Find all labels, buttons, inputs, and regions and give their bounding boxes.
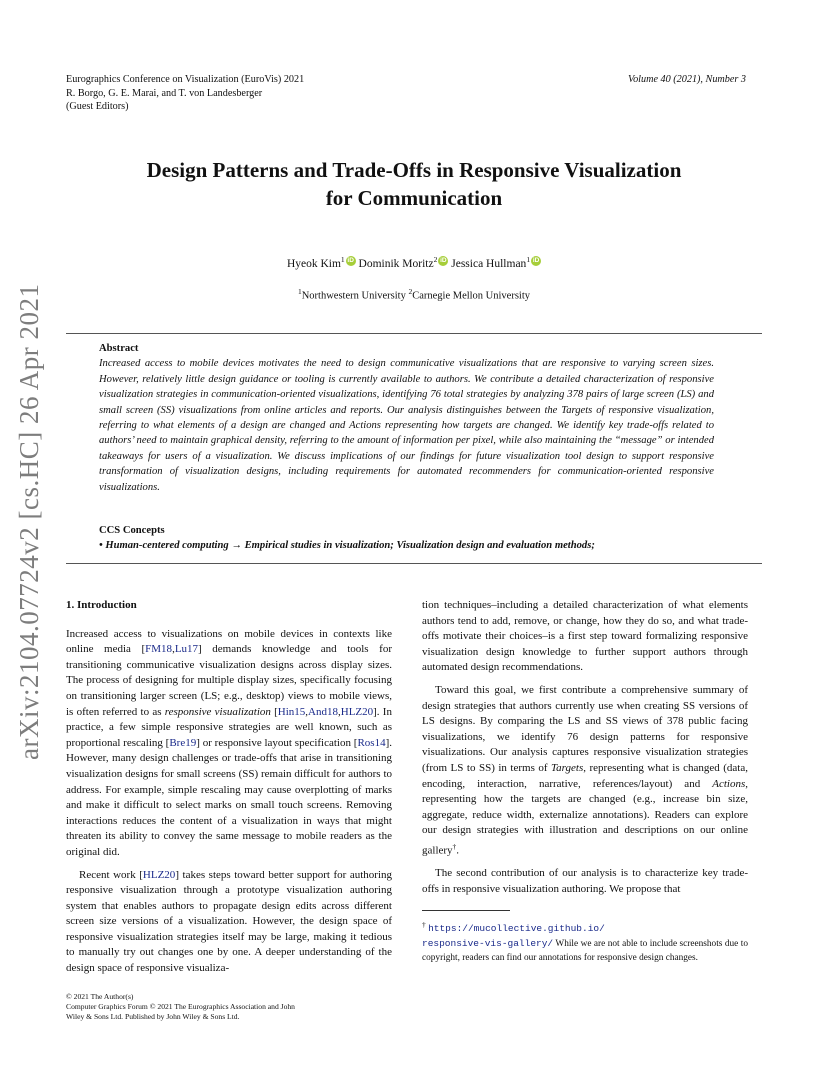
ccs-arrow: → — [231, 540, 242, 552]
affiliations — [66, 287, 762, 302]
footer-line: Wiley & Sons Ltd. Published by John Wiley & Sons Ltd. — [66, 1012, 240, 1021]
header-line: R. Borgo, G. E. Marai, and T. von Landesberger — [66, 87, 263, 99]
paper-title — [66, 156, 762, 212]
affil-sup: 1 — [297, 287, 302, 296]
paragraph: Increased access to visualizations on mobile devices in contexts like online media [FM18,Lu17] demands knowledge and tools for transitioning communicative visualization designs across display sizes. The process of designing for multiple display sizes, specifically focusing on transitioning larger screen (LS; e.g., desktop) views to mobile views, is often referred to as responsive visualization [Hin15,And18,HLZ20]. In practice, a few simple responsive strategies are well known, such as proportional rescaling [Bre19] or responsive layout specification [Ros14]. However, many design challenges or trade-offs that arise in transitioning visualization designs for small screens (SS) remain difficult for authors to address. For example, simple rescaling may cause overplotting of marks and make it difficult to select marks on small touch screens. Removing interactions reduces the content of a visualization in ways that might threaten its ability to convey the same message to mobile readers as the original did. — [66, 627, 392, 858]
divider — [66, 563, 762, 564]
paragraph: Toward this goal, we first contribute a comprehensive summary of design strategies that authors currently use when creating SS versions of LS designs. By comparing the LS and SS views of 378 public facing visualizations, we identify 76 design patterns for responsive visualizations. Our analysis captures responsive visualization strategies (from LS to SS) in terms of Targets, representing what is changed (data, encoding, interaction, narrative, references/layout) and Actions, representing how the targets are changed (e.g., increase bin size, aggregate, reduce width, externalize annotations). Readers can explore our design strategies with illustration and descriptions on our online gallery†. — [422, 683, 748, 857]
section-heading: 1. Introduction — [66, 599, 137, 611]
abstract-heading: Abstract — [99, 343, 139, 354]
ccs-heading: CCS Concepts — [99, 525, 165, 536]
gallery-link[interactable]: responsive-vis-gallery/ — [422, 937, 554, 949]
citation-link[interactable]: HLZ20 — [340, 705, 374, 718]
ccs-bullet: • — [99, 540, 103, 552]
ccs-term: Human-centered computing — [105, 540, 229, 552]
paragraph: tion techniques–including a detailed characterization of what elements authors tend to add, remove, or change, how they do so, and what trade-offs motivate their choices–is a first step toward formalizing responsive visualization design knowledge to further support authors through automated design recommendations. — [422, 599, 748, 674]
orcid-icon[interactable]: iD — [347, 257, 354, 264]
gallery-link[interactable]: https://mucollective.github.io/ — [428, 923, 605, 935]
orcid-icon[interactable]: iD — [532, 257, 540, 264]
citation-link[interactable]: Hin15 — [277, 705, 306, 718]
affil-name: Northwestern University — [301, 290, 406, 302]
citation-link[interactable]: Ros14 — [357, 736, 386, 749]
author-affil-sup: 1 — [526, 255, 531, 264]
footnote-mark: † — [422, 920, 426, 929]
footer-line: © 2021 The Author(s) — [66, 992, 134, 1001]
header-line: (Guest Editors) — [66, 101, 129, 112]
citation-link[interactable]: Lu17 — [174, 643, 199, 656]
citation-link[interactable]: HLZ20 — [142, 868, 176, 881]
emphasis: Actions — [712, 777, 746, 790]
title-line: for Communication — [325, 186, 503, 210]
left-column — [66, 598, 392, 977]
running-header-right: Volume 40 (2021), Number 3 — [628, 74, 746, 85]
header-line: Eurographics Conference on Visualization (EuroVis) 2021 — [66, 74, 305, 85]
abstract-text: Increased access to mobile devices motivates the need to design communicative visualizations that are responsive to varying screen sizes. However, relatively little design guidance or tooling is currently available to authors. We contribute a detailed characterization of responsive visualization strategies in communication-oriented visualizations, identifying 76 total strategies by analyzing 378 pairs of large screen (LS) and small screen (SS) visualizations from online articles and reports. Our analysis distinguishes between the Targets of responsive visualization, referring to what elements of a design are changed and Actions representing how targets are changed. We identify key trade-offs related to authors’ need to maintain graphical density, referring to the amount of information per pixel, while also maintaining the “message” or intended takeaways for users of a visualization. We discuss implications of our findings for future visualization tool design to support responsive transformation of visualization designs, including requirements for automated recommenders for communication-oriented responsive visualizations. — [99, 358, 714, 493]
footnote — [422, 918, 748, 966]
author-affil-sup: 1 — [340, 255, 345, 264]
divider — [66, 333, 762, 334]
citation-link[interactable]: FM18 — [145, 643, 173, 656]
paragraph: The second contribution of our analysis is to characterize key trade-offs in responsive visualization authoring. We propose that — [422, 867, 748, 895]
footnote-ref[interactable]: † — [452, 841, 457, 851]
abstract — [99, 341, 714, 495]
ccs-concepts — [99, 523, 739, 554]
citation-link[interactable]: Bre19 — [169, 736, 197, 749]
footer-line: Computer Graphics Forum © 2021 The Eurographics Association and John — [66, 1002, 295, 1011]
affil-sup: 2 — [408, 287, 413, 296]
arxiv-stamp: arXiv:2104.07724v2 [cs.HC] 26 Apr 2021 — [14, 283, 44, 760]
citation-link[interactable]: And18 — [308, 705, 338, 718]
orcid-icon[interactable]: iD — [440, 257, 447, 264]
title-line: Design Patterns and Trade-Offs in Responsive Visualization — [146, 158, 682, 182]
emphasis: Targets — [551, 761, 584, 774]
emphasis: responsive visualization — [164, 705, 271, 718]
author-name[interactable]: Dominik Moritz — [358, 257, 434, 270]
footnote-rule — [422, 910, 510, 911]
paragraph: Recent work [HLZ20] takes steps toward better support for authoring responsive visualization through a prototype visualization authoring system that enables authors to propagate design edits across different screen size versions of a visualization. However, the design space of responsive visualization strategies itself may be large, making it tedious to manually try out changes one by one. A deeper understanding of the design space of responsive visualiza- — [66, 868, 392, 975]
footnote-text: While we are not able to include screenshots due to copyright, readers can find our annotations for responsive design changes. — [422, 938, 748, 964]
right-column — [422, 598, 748, 897]
ccs-term: Empirical studies in visualization; Visualization design and evaluation methods; — [244, 540, 595, 552]
ccs-line — [99, 538, 739, 553]
affil-name: Carnegie Mellon University — [412, 290, 531, 302]
author-name[interactable]: Jessica Hullman — [451, 257, 527, 270]
author-affil-sup: 2 — [433, 255, 438, 264]
author-list — [66, 255, 762, 270]
running-header-left — [66, 73, 304, 114]
copyright-footer — [66, 992, 326, 1022]
author-name[interactable]: Hyeok Kim — [286, 257, 341, 270]
